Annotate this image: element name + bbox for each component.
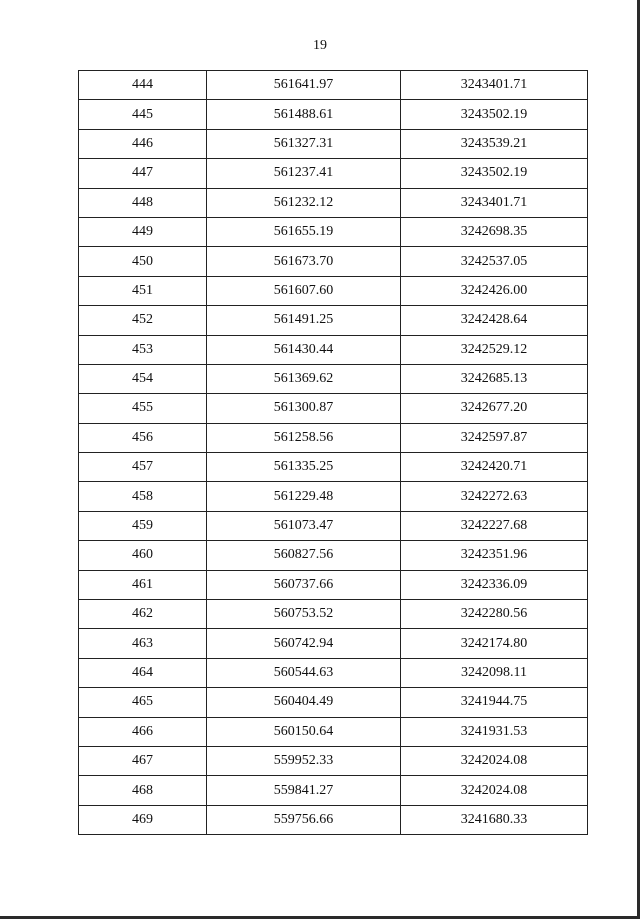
table-row [79, 129, 588, 158]
x-coordinate-cell: 561607.60 [207, 276, 401, 305]
table-row [79, 453, 588, 482]
table-row [79, 100, 588, 129]
point-number-cell: 452 [79, 306, 207, 335]
point-number-cell: 449 [79, 217, 207, 246]
x-coordinate-cell: 561229.48 [207, 482, 401, 511]
coordinate-table-body [79, 71, 588, 835]
point-number-cell: 448 [79, 188, 207, 217]
point-number-cell: 464 [79, 658, 207, 687]
table-row [79, 335, 588, 364]
y-coordinate-cell: 3242685.13 [401, 364, 588, 393]
point-number-cell: 467 [79, 746, 207, 775]
x-coordinate-cell: 561488.61 [207, 100, 401, 129]
y-coordinate-cell: 3242272.63 [401, 482, 588, 511]
x-coordinate-cell: 561369.62 [207, 364, 401, 393]
y-coordinate-cell: 3242351.96 [401, 541, 588, 570]
y-coordinate-cell: 3242174.80 [401, 629, 588, 658]
table-row [79, 658, 588, 687]
x-coordinate-cell: 560753.52 [207, 600, 401, 629]
table-row [79, 688, 588, 717]
point-number-cell: 463 [79, 629, 207, 658]
y-coordinate-cell: 3242529.12 [401, 335, 588, 364]
point-number-cell: 459 [79, 511, 207, 540]
point-number-cell: 451 [79, 276, 207, 305]
x-coordinate-cell: 559952.33 [207, 746, 401, 775]
point-number-cell: 447 [79, 159, 207, 188]
table-row [79, 541, 588, 570]
point-number-cell: 456 [79, 423, 207, 452]
y-coordinate-cell: 3243539.21 [401, 129, 588, 158]
y-coordinate-cell: 3242426.00 [401, 276, 588, 305]
table-row [79, 482, 588, 511]
x-coordinate-cell: 561655.19 [207, 217, 401, 246]
table-row [79, 511, 588, 540]
y-coordinate-cell: 3242677.20 [401, 394, 588, 423]
point-number-cell: 469 [79, 805, 207, 834]
table-row [79, 717, 588, 746]
y-coordinate-cell: 3242698.35 [401, 217, 588, 246]
point-number-cell: 445 [79, 100, 207, 129]
x-coordinate-cell: 561491.25 [207, 306, 401, 335]
x-coordinate-cell: 561232.12 [207, 188, 401, 217]
x-coordinate-cell: 560150.64 [207, 717, 401, 746]
point-number-cell: 454 [79, 364, 207, 393]
x-coordinate-cell: 560544.63 [207, 658, 401, 687]
x-coordinate-cell: 561673.70 [207, 247, 401, 276]
table-row [79, 629, 588, 658]
table-row [79, 423, 588, 452]
point-number-cell: 446 [79, 129, 207, 158]
point-number-cell: 453 [79, 335, 207, 364]
x-coordinate-cell: 561300.87 [207, 394, 401, 423]
table-row [79, 776, 588, 805]
table-row [79, 247, 588, 276]
y-coordinate-cell: 3242024.08 [401, 776, 588, 805]
x-coordinate-cell: 559841.27 [207, 776, 401, 805]
table-row [79, 805, 588, 834]
point-number-cell: 450 [79, 247, 207, 276]
x-coordinate-cell: 560742.94 [207, 629, 401, 658]
y-coordinate-cell: 3242537.05 [401, 247, 588, 276]
table-row [79, 570, 588, 599]
table-row [79, 306, 588, 335]
x-coordinate-cell: 561073.47 [207, 511, 401, 540]
y-coordinate-cell: 3243502.19 [401, 100, 588, 129]
y-coordinate-cell: 3243502.19 [401, 159, 588, 188]
table-row [79, 746, 588, 775]
point-number-cell: 466 [79, 717, 207, 746]
x-coordinate-cell: 561335.25 [207, 453, 401, 482]
y-coordinate-cell: 3242024.08 [401, 746, 588, 775]
table-row [79, 159, 588, 188]
x-coordinate-cell: 560737.66 [207, 570, 401, 599]
y-coordinate-cell: 3242098.11 [401, 658, 588, 687]
x-coordinate-cell: 560827.56 [207, 541, 401, 570]
table-row [79, 71, 588, 100]
y-coordinate-cell: 3241680.33 [401, 805, 588, 834]
point-number-cell: 462 [79, 600, 207, 629]
point-number-cell: 458 [79, 482, 207, 511]
x-coordinate-cell: 561258.56 [207, 423, 401, 452]
y-coordinate-cell: 3242227.68 [401, 511, 588, 540]
table-row [79, 394, 588, 423]
point-number-cell: 468 [79, 776, 207, 805]
x-coordinate-cell: 561327.31 [207, 129, 401, 158]
coordinate-table [78, 70, 588, 835]
y-coordinate-cell: 3243401.71 [401, 71, 588, 100]
table-row [79, 188, 588, 217]
point-number-cell: 460 [79, 541, 207, 570]
point-number-cell: 461 [79, 570, 207, 599]
page-number: 19 [313, 38, 327, 53]
x-coordinate-cell: 560404.49 [207, 688, 401, 717]
y-coordinate-cell: 3242597.87 [401, 423, 588, 452]
point-number-cell: 444 [79, 71, 207, 100]
y-coordinate-cell: 3242428.64 [401, 306, 588, 335]
table-row [79, 364, 588, 393]
y-coordinate-cell: 3242280.56 [401, 600, 588, 629]
x-coordinate-cell: 561237.41 [207, 159, 401, 188]
y-coordinate-cell: 3242336.09 [401, 570, 588, 599]
x-coordinate-cell: 561430.44 [207, 335, 401, 364]
y-coordinate-cell: 3241944.75 [401, 688, 588, 717]
y-coordinate-cell: 3243401.71 [401, 188, 588, 217]
point-number-cell: 457 [79, 453, 207, 482]
x-coordinate-cell: 559756.66 [207, 805, 401, 834]
table-row [79, 600, 588, 629]
x-coordinate-cell: 561641.97 [207, 71, 401, 100]
point-number-cell: 455 [79, 394, 207, 423]
point-number-cell: 465 [79, 688, 207, 717]
table-row [79, 276, 588, 305]
table-row [79, 217, 588, 246]
y-coordinate-cell: 3242420.71 [401, 453, 588, 482]
y-coordinate-cell: 3241931.53 [401, 717, 588, 746]
